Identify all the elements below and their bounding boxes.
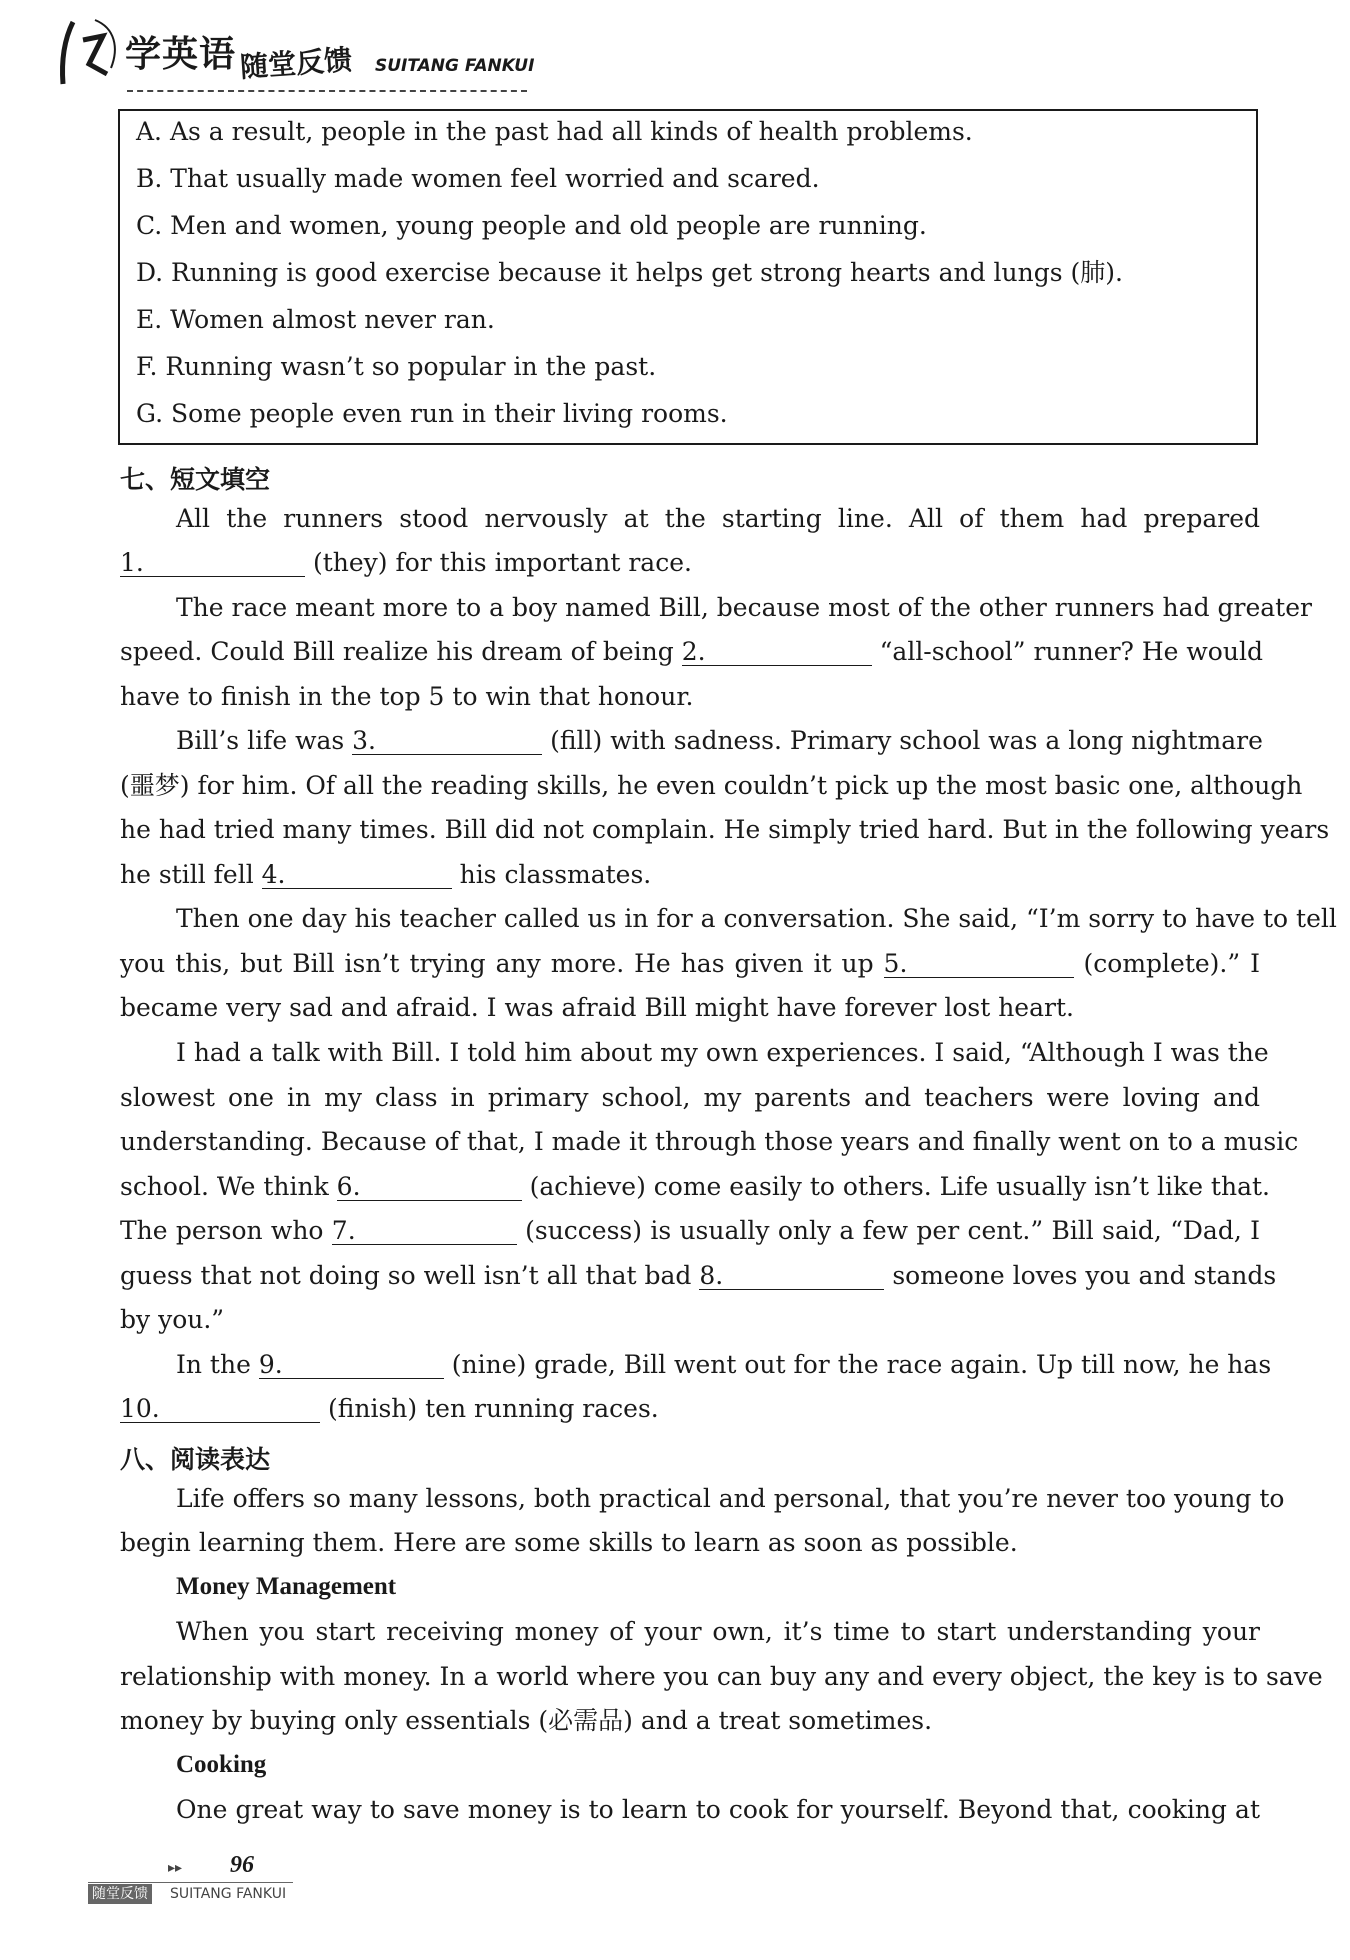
blank-5[interactable]: 5. xyxy=(884,949,1074,978)
blank-1[interactable]: 1. xyxy=(120,548,305,577)
option-f: F. Running wasn’t so popular in the past. xyxy=(136,352,657,381)
paragraph-line: school. We think 6. (achieve) come easily to others. Life usually isn’t like that. xyxy=(120,1172,1270,1201)
arrow-icon: ▸▸ xyxy=(168,1860,183,1876)
paragraph-line: Life offers so many lessons, both practical and personal, that you’re never too young to xyxy=(176,1484,1285,1513)
footer-divider xyxy=(88,1882,293,1883)
paragraph-line: I had a talk with Bill. I told him about my own experiences. I said, “Although I was the xyxy=(176,1038,1269,1067)
paragraph-line: understanding. Because of that, I made it through those years and finally went on to a music xyxy=(120,1127,1299,1156)
section-7-heading: 七、短文填空 xyxy=(120,465,271,494)
paragraph-line: When you start receiving money of your own, it’s time to start understanding your xyxy=(176,1617,1260,1646)
paragraph-line: have to finish in the top 5 to win that honour. xyxy=(120,682,694,711)
paragraph-line: Bill’s life was 3. (fill) with sadness. Primary school was a long nightmare xyxy=(176,726,1263,755)
header-divider xyxy=(127,90,527,92)
blank-4[interactable]: 4. xyxy=(262,860,452,889)
paragraph-line: 10. (finish) ten running races. xyxy=(120,1394,659,1423)
paragraph-line: he had tried many times. Bill did not complain. He simply tried hard. But in the following years xyxy=(120,815,1330,844)
paragraph-line: 1. (they) for this important race. xyxy=(120,548,692,577)
paragraph-line: Then one day his teacher called us in for a conversation. She said, “I’m sorry to have to tell xyxy=(176,904,1337,933)
blank-7[interactable]: 7. xyxy=(332,1216,517,1245)
header-subtitle: 随堂反馈 xyxy=(239,43,354,84)
paragraph-line: The person who 7. (success) is usually only a few per cent.” Bill said, “Dad, I xyxy=(120,1216,1260,1245)
page-number: 96 xyxy=(230,1852,254,1878)
option-b: B. That usually made women feel worried and scared. xyxy=(136,164,820,193)
paragraph-line: (噩梦) for him. Of all the reading skills, he even couldn’t pick up the most basic one, although xyxy=(120,771,1303,800)
paragraph-line: begin learning them. Here are some skills to learn as soon as possible. xyxy=(120,1528,1018,1557)
footer-tag: 随堂反馈 xyxy=(88,1884,152,1904)
paragraph-line: became very sad and afraid. I was afraid Bill might have forever lost heart. xyxy=(120,993,1074,1022)
option-g: G. Some people even run in their living rooms. xyxy=(136,399,728,428)
option-a: A. As a result, people in the past had all kinds of health problems. xyxy=(136,117,973,146)
paragraph-line: money by buying only essentials (必需品) and a treat sometimes. xyxy=(120,1706,933,1735)
header-title: 学英语 xyxy=(125,34,237,75)
paragraph-line: In the 9. (nine) grade, Bill went out for the race again. Up till now, he has xyxy=(176,1350,1272,1379)
option-e: E. Women almost never ran. xyxy=(136,305,495,334)
paragraph-line: speed. Could Bill realize his dream of being 2. “all-school” runner? He would xyxy=(120,637,1263,666)
subheading-money: Money Management xyxy=(176,1573,397,1600)
paragraph-line: guess that not doing so well isn’t all that bad 8. someone loves you and stands xyxy=(120,1261,1277,1290)
blank-6[interactable]: 6. xyxy=(337,1172,522,1201)
paragraph-line: you this, but Bill isn’t trying any more. He has given it up 5. (complete).” I xyxy=(120,949,1260,978)
blank-2[interactable]: 2. xyxy=(682,637,872,666)
subheading-cooking: Cooking xyxy=(176,1751,267,1778)
option-c: C. Men and women, young people and old people are running. xyxy=(136,211,927,240)
blank-9[interactable]: 9. xyxy=(259,1350,444,1379)
section-8-heading: 八、阅读表达 xyxy=(120,1445,271,1474)
paragraph-line: he still fell 4. his classmates. xyxy=(120,860,652,889)
paragraph-line: The race meant more to a boy named Bill, because most of the other runners had greater xyxy=(176,593,1312,622)
options-box xyxy=(118,109,1258,445)
blank-3[interactable]: 3. xyxy=(352,726,542,755)
paragraph-line: slowest one in my class in primary school, my parents and teachers were loving and xyxy=(120,1083,1260,1112)
paragraph-line: One great way to save money is to learn to cook for yourself. Beyond that, cooking at xyxy=(176,1795,1260,1824)
page-header xyxy=(55,12,1275,92)
option-d: D. Running is good exercise because it helps get strong hearts and lungs (肺). xyxy=(136,258,1123,287)
header-subtitle-en: SUITANG FANKUI xyxy=(375,56,535,76)
blank-8[interactable]: 8. xyxy=(699,1261,884,1290)
paragraph-line: All the runners stood nervously at the starting line. All of them had prepared xyxy=(176,504,1260,533)
paragraph-line: by you.” xyxy=(120,1305,225,1334)
logo-icon xyxy=(55,18,125,92)
blank-10[interactable]: 10. xyxy=(120,1394,320,1423)
paragraph-line: relationship with money. In a world where you can buy any and every object, the key is to save xyxy=(120,1662,1323,1691)
footer-tag-en: SUITANG FANKUI xyxy=(170,1886,287,1902)
